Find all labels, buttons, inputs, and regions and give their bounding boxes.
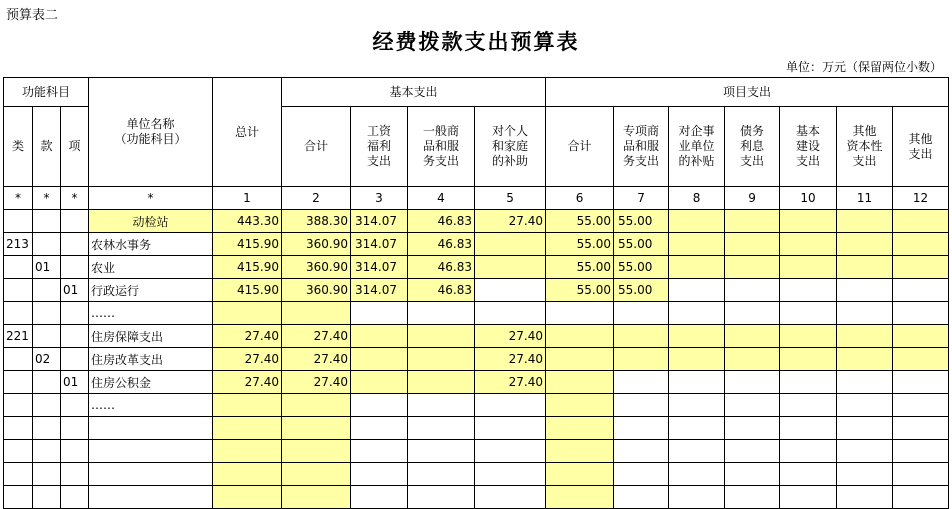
index-cell: 1 <box>213 187 282 210</box>
cell-project-sum: 55.00 <box>546 256 614 279</box>
cell-total <box>213 302 282 325</box>
cell-wage <box>351 463 408 486</box>
cell-unit-name <box>89 486 213 509</box>
cell-debt <box>725 463 780 486</box>
index-cell: 2 <box>282 187 351 210</box>
cell-kuan <box>33 233 61 256</box>
table-row <box>4 302 949 325</box>
cell-unit-name: 农林水事务 <box>89 233 213 256</box>
cell-subsidy <box>669 486 725 509</box>
cell-other <box>893 325 949 348</box>
header-total: 总计 <box>213 78 282 187</box>
cell-unit-name <box>89 463 213 486</box>
cell-total <box>213 394 282 417</box>
cell-project-sum: 55.00 <box>546 210 614 233</box>
cell-debt <box>725 302 780 325</box>
table-row <box>4 233 949 256</box>
cell-basic-sum: 360.90 <box>282 233 351 256</box>
cell-xiang <box>61 486 89 509</box>
index-cell: 12 <box>893 187 949 210</box>
cell-capital <box>780 210 837 233</box>
cell-personal: 27.40 <box>475 325 546 348</box>
cell-other <box>893 256 949 279</box>
cell-other-capital <box>837 325 893 348</box>
cell-special <box>614 325 669 348</box>
cell-total <box>213 417 282 440</box>
cell-capital <box>780 348 837 371</box>
cell-total: 27.40 <box>213 371 282 394</box>
cell-xiang <box>61 463 89 486</box>
cell-lei <box>4 302 33 325</box>
index-cell: 10 <box>780 187 837 210</box>
table-row <box>4 394 949 417</box>
cell-debt <box>725 210 780 233</box>
cell-wage: 314.07 <box>351 279 408 302</box>
budget-table <box>3 77 949 509</box>
cell-special <box>614 348 669 371</box>
cell-capital <box>780 302 837 325</box>
cell-wage: 314.07 <box>351 233 408 256</box>
header-special: 专项商 品和服 务支出 <box>614 107 669 187</box>
cell-xiang <box>61 210 89 233</box>
cell-debt <box>725 486 780 509</box>
cell-xiang <box>61 348 89 371</box>
header-basic-sum: 合计 <box>282 107 351 187</box>
cell-xiang <box>61 417 89 440</box>
cell-special: 55.00 <box>614 256 669 279</box>
cell-capital <box>780 486 837 509</box>
cell-goods <box>408 486 475 509</box>
cell-subsidy <box>669 302 725 325</box>
index-cell: * <box>89 187 213 210</box>
cell-lei: 221 <box>4 325 33 348</box>
header-lei: 类 <box>4 107 33 187</box>
index-cell: * <box>61 187 89 210</box>
cell-personal <box>475 486 546 509</box>
header-capital: 基本 建设 支出 <box>780 107 837 187</box>
cell-lei <box>4 348 33 371</box>
cell-special: 55.00 <box>614 210 669 233</box>
cell-lei <box>4 279 33 302</box>
cell-unit-name: …… <box>89 394 213 417</box>
cell-other <box>893 371 949 394</box>
cell-project-sum: 55.00 <box>546 233 614 256</box>
cell-goods <box>408 302 475 325</box>
cell-wage: 314.07 <box>351 210 408 233</box>
cell-special: 55.00 <box>614 233 669 256</box>
header-wage: 工资 福利 支出 <box>351 107 408 187</box>
cell-other <box>893 394 949 417</box>
cell-other-capital <box>837 417 893 440</box>
cell-other-capital <box>837 210 893 233</box>
cell-other-capital <box>837 233 893 256</box>
cell-project-sum <box>546 371 614 394</box>
cell-project-sum <box>546 302 614 325</box>
cell-basic-sum: 360.90 <box>282 279 351 302</box>
cell-lei <box>4 440 33 463</box>
table-row <box>4 417 949 440</box>
cell-personal <box>475 440 546 463</box>
cell-wage <box>351 371 408 394</box>
cell-personal <box>475 463 546 486</box>
cell-total: 27.40 <box>213 348 282 371</box>
cell-wage <box>351 325 408 348</box>
cell-other <box>893 233 949 256</box>
cell-goods <box>408 417 475 440</box>
cell-debt <box>725 256 780 279</box>
cell-subsidy <box>669 371 725 394</box>
cell-xiang <box>61 256 89 279</box>
cell-kuan <box>33 210 61 233</box>
index-cell: 6 <box>546 187 614 210</box>
cell-basic-sum <box>282 302 351 325</box>
cell-xiang <box>61 440 89 463</box>
cell-total <box>213 440 282 463</box>
cell-other <box>893 463 949 486</box>
cell-wage <box>351 348 408 371</box>
cell-kuan <box>33 440 61 463</box>
cell-xiang <box>61 325 89 348</box>
index-cell: 11 <box>837 187 893 210</box>
index-cell: * <box>4 187 33 210</box>
cell-kuan: 02 <box>33 348 61 371</box>
cell-xiang <box>61 394 89 417</box>
cell-unit-name: 动检站 <box>89 210 213 233</box>
cell-kuan <box>33 371 61 394</box>
cell-personal <box>475 302 546 325</box>
cell-other <box>893 279 949 302</box>
table-row <box>4 486 949 509</box>
cell-goods <box>408 440 475 463</box>
header-kuan: 款 <box>33 107 61 187</box>
cell-project-sum: 55.00 <box>546 279 614 302</box>
cell-wage <box>351 486 408 509</box>
cell-kuan <box>33 463 61 486</box>
cell-unit-name: 住房公积金 <box>89 371 213 394</box>
cell-capital <box>780 440 837 463</box>
cell-lei <box>4 486 33 509</box>
cell-subsidy <box>669 348 725 371</box>
cell-goods <box>408 348 475 371</box>
header-project-expenditure: 项目支出 <box>546 78 949 107</box>
cell-personal <box>475 417 546 440</box>
cell-project-sum <box>546 325 614 348</box>
cell-subsidy <box>669 233 725 256</box>
cell-other <box>893 417 949 440</box>
cell-capital <box>780 463 837 486</box>
cell-project-sum <box>546 440 614 463</box>
cell-special <box>614 463 669 486</box>
cell-debt <box>725 417 780 440</box>
cell-goods: 46.83 <box>408 256 475 279</box>
cell-personal <box>475 256 546 279</box>
cell-total: 443.30 <box>213 210 282 233</box>
cell-unit-name: 住房改革支出 <box>89 348 213 371</box>
cell-basic-sum: 388.30 <box>282 210 351 233</box>
cell-debt <box>725 371 780 394</box>
cell-subsidy <box>669 210 725 233</box>
index-cell: 3 <box>351 187 408 210</box>
cell-project-sum <box>546 417 614 440</box>
cell-debt <box>725 348 780 371</box>
cell-kuan <box>33 486 61 509</box>
cell-capital <box>780 256 837 279</box>
cell-basic-sum: 27.40 <box>282 325 351 348</box>
cell-subsidy <box>669 463 725 486</box>
cell-total: 27.40 <box>213 325 282 348</box>
cell-basic-sum <box>282 486 351 509</box>
table-row <box>4 325 949 348</box>
cell-special <box>614 302 669 325</box>
index-cell: * <box>33 187 61 210</box>
cell-personal <box>475 279 546 302</box>
cell-lei <box>4 210 33 233</box>
index-row <box>4 187 949 210</box>
cell-capital <box>780 371 837 394</box>
cell-other-capital <box>837 486 893 509</box>
cell-personal <box>475 394 546 417</box>
cell-kuan <box>33 394 61 417</box>
cell-lei <box>4 463 33 486</box>
cell-special: 55.00 <box>614 279 669 302</box>
cell-xiang: 01 <box>61 279 89 302</box>
cell-goods <box>408 325 475 348</box>
cell-goods <box>408 394 475 417</box>
header-xiang: 项 <box>61 107 89 187</box>
cell-special <box>614 417 669 440</box>
cell-other <box>893 348 949 371</box>
cell-other-capital <box>837 256 893 279</box>
cell-basic-sum <box>282 440 351 463</box>
cell-goods: 46.83 <box>408 279 475 302</box>
page-title: 经费拨款支出预算表 <box>372 29 580 54</box>
cell-project-sum <box>546 348 614 371</box>
cell-lei <box>4 256 33 279</box>
cell-subsidy <box>669 325 725 348</box>
cell-debt <box>725 440 780 463</box>
cell-other-capital <box>837 302 893 325</box>
cell-goods <box>408 371 475 394</box>
cell-goods <box>408 463 475 486</box>
cell-kuan <box>33 325 61 348</box>
table-body <box>4 78 949 509</box>
header-project-sum: 合计 <box>546 107 614 187</box>
cell-personal: 27.40 <box>475 371 546 394</box>
cell-project-sum <box>546 394 614 417</box>
cell-subsidy <box>669 279 725 302</box>
header-basic-expenditure: 基本支出 <box>282 78 546 107</box>
cell-other-capital <box>837 371 893 394</box>
table-row <box>4 463 949 486</box>
cell-basic-sum <box>282 417 351 440</box>
cell-kuan <box>33 302 61 325</box>
cell-unit-name <box>89 417 213 440</box>
cell-basic-sum <box>282 394 351 417</box>
cell-special <box>614 440 669 463</box>
cell-special <box>614 371 669 394</box>
cell-debt <box>725 325 780 348</box>
cell-kuan: 01 <box>33 256 61 279</box>
cell-wage: 314.07 <box>351 256 408 279</box>
cell-xiang <box>61 233 89 256</box>
cell-debt <box>725 233 780 256</box>
header-subsidy: 对企事 业单位 的补贴 <box>669 107 725 187</box>
cell-basic-sum: 27.40 <box>282 371 351 394</box>
header-row-1 <box>4 78 949 107</box>
cell-basic-sum <box>282 463 351 486</box>
cell-personal: 27.40 <box>475 210 546 233</box>
cell-other-capital <box>837 463 893 486</box>
cell-total: 415.90 <box>213 256 282 279</box>
cell-total: 415.90 <box>213 279 282 302</box>
header-other-capital: 其他 资本性 支出 <box>837 107 893 187</box>
cell-unit-name: 农业 <box>89 256 213 279</box>
header-debt: 债务 利息 支出 <box>725 107 780 187</box>
cell-xiang <box>61 302 89 325</box>
header-other: 其他 支出 <box>893 107 949 187</box>
cell-project-sum <box>546 463 614 486</box>
table-row <box>4 279 949 302</box>
cell-capital <box>780 417 837 440</box>
cell-subsidy <box>669 440 725 463</box>
index-cell: 9 <box>725 187 780 210</box>
cell-special <box>614 394 669 417</box>
cell-other <box>893 210 949 233</box>
cell-other <box>893 486 949 509</box>
cell-capital <box>780 394 837 417</box>
cell-other-capital <box>837 279 893 302</box>
cell-lei <box>4 417 33 440</box>
index-cell: 4 <box>408 187 475 210</box>
cell-other-capital <box>837 394 893 417</box>
cell-kuan <box>33 417 61 440</box>
header-unit-name: 单位名称 （功能科目） <box>89 78 213 187</box>
header-personal: 对个人 和家庭 的补助 <box>475 107 546 187</box>
cell-lei <box>4 394 33 417</box>
cell-unit-name: …… <box>89 302 213 325</box>
cell-special <box>614 486 669 509</box>
index-cell: 8 <box>669 187 725 210</box>
index-cell: 5 <box>475 187 546 210</box>
cell-basic-sum: 27.40 <box>282 348 351 371</box>
cell-other-capital <box>837 348 893 371</box>
cell-goods: 46.83 <box>408 233 475 256</box>
cell-lei: 213 <box>4 233 33 256</box>
index-cell: 7 <box>614 187 669 210</box>
cell-subsidy <box>669 256 725 279</box>
cell-total <box>213 486 282 509</box>
cell-unit-name <box>89 440 213 463</box>
cell-lei <box>4 371 33 394</box>
cell-personal <box>475 233 546 256</box>
cell-total: 415.90 <box>213 233 282 256</box>
table-row <box>4 371 949 394</box>
unit-note: 单位：万元（保留两位小数） <box>785 60 942 74</box>
table-row <box>4 256 949 279</box>
cell-wage <box>351 394 408 417</box>
cell-unit-name: 行政运行 <box>89 279 213 302</box>
cell-wage <box>351 440 408 463</box>
table-row <box>4 348 949 371</box>
cell-capital <box>780 279 837 302</box>
cell-wage <box>351 417 408 440</box>
cell-xiang: 01 <box>61 371 89 394</box>
header-func-subject: 功能科目 <box>4 78 89 107</box>
cell-total <box>213 463 282 486</box>
table-row <box>4 210 949 233</box>
cell-subsidy <box>669 417 725 440</box>
cell-other <box>893 302 949 325</box>
cell-basic-sum: 360.90 <box>282 256 351 279</box>
cell-subsidy <box>669 394 725 417</box>
cell-other <box>893 440 949 463</box>
cell-debt <box>725 279 780 302</box>
cell-debt <box>725 394 780 417</box>
cell-kuan <box>33 279 61 302</box>
cell-goods: 46.83 <box>408 210 475 233</box>
cell-capital <box>780 325 837 348</box>
cell-capital <box>780 233 837 256</box>
cell-other-capital <box>837 440 893 463</box>
cell-personal: 27.40 <box>475 348 546 371</box>
table-row <box>4 440 949 463</box>
cell-wage <box>351 302 408 325</box>
corner-label: 预算表二 <box>6 8 59 23</box>
cell-project-sum <box>546 486 614 509</box>
header-goods: 一般商 品和服 务支出 <box>408 107 475 187</box>
cell-unit-name: 住房保障支出 <box>89 325 213 348</box>
